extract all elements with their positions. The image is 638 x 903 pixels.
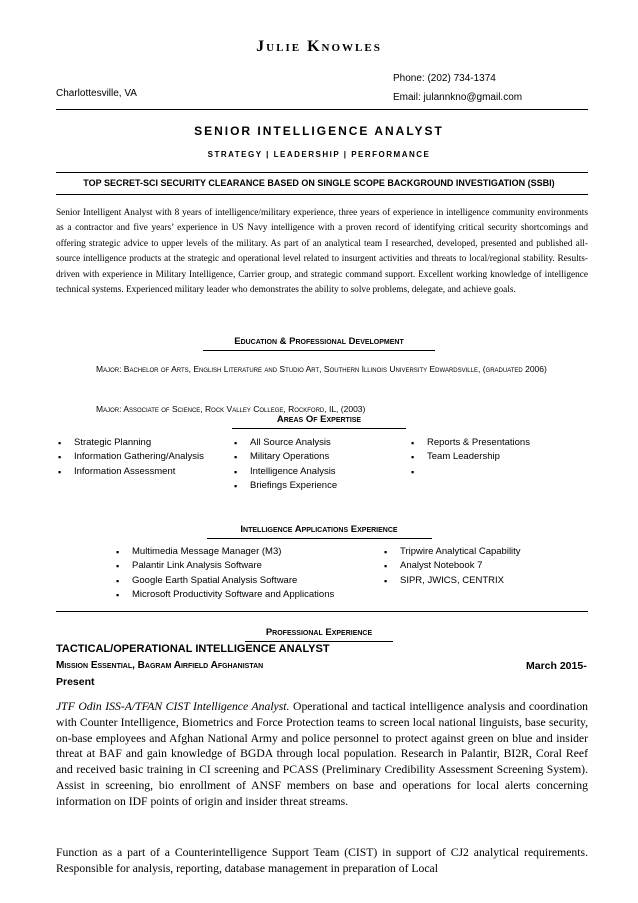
education-heading: Education & Professional Development [234,336,404,347]
clearance-line: TOP SECRET-SCI SECURITY CLEARANCE BASED ON SINGLE SCOPE BACKGROUND INVESTIGATION (SSBI) [83,178,555,188]
list-item: ▪ Information Gathering/Analysis [56,450,204,464]
contact-block [393,69,522,107]
email: Email: julannkno@gmail.com [393,92,523,103]
list-item: ▪ Analyst Notebook 7 [382,559,521,573]
applications-heading: Intelligence Applications Experience [240,524,398,535]
expertise-heading: Areas Of Expertise [276,414,362,425]
expertise-heading-rule [232,428,406,429]
job-description-1 [56,699,588,810]
job-description-2: Function as a part of a Counterintelligence Support Team (CIST) in support of CJ2 analytical requirements. Responsible for analysis, reporting, database management in preparation of Local [56,846,588,875]
expertise-col-3 [409,436,530,465]
role-title: JTF Odin ISS-A/TFAN CIST Intelligence Analyst. [56,700,290,713]
list-item: ▪ Tripwire Analytical Capability [382,545,521,559]
date-end: Present [56,676,95,688]
summary-paragraph: Senior Intelligent Analyst with 8 years of intelligence/military experience, three years of experience in intelligence community environments as a contractor and five years’ experience in US Navy intelligence with a proven record of identifying critical security shortcomings and offering strategic advice to upper levels of the military. As part of an analytical team I researched, developed, presented and published all-source intelligence products at the strategic and operational level related to insurgent activities and threats to local/regional stability. Results-driven with experience in Military Intelligence, Carrier group, and strategic command support. Excellent working knowledge of intelligence technical systems. Experienced military leader who demonstrates the ability to solve problems, delegate, and achieve goals. [56,208,588,296]
phone: Phone: (202) 734-1374 [393,73,496,84]
list-item: ▪ Reports & Presentations [409,436,530,450]
education-heading-rule [203,350,435,351]
list-item: ▪ Team Leadership [409,450,530,464]
list-item: ▪ Palantir Link Analysis Software [114,559,334,573]
expertise-col-1 [56,436,204,479]
list-item: ▪ Strategic Planning [56,436,204,450]
section-divider [56,611,588,612]
candidate-name: Julie Knowles [256,38,382,55]
list-item: ▪ All Source Analysis [232,436,337,450]
location: Charlottesville, VA [56,88,137,99]
page-title: SENIOR INTELLIGENCE ANALYST [194,124,444,138]
title-divider [56,172,588,173]
list-item: ▪ Information Assessment [56,465,204,479]
list-item: ▪ Military Operations [232,450,337,464]
education-item-1: Major: Bachelor of Arts, English Literature and Studio Art, Southern Illinois University Edwardsville, (graduated 2006) [96,364,547,374]
applications-heading-rule [207,538,432,539]
list-item: ▪ Multimedia Message Manager (M3) [114,545,334,559]
experience-heading-rule [245,641,393,642]
job-title: TACTICAL/OPERATIONAL INTELLIGENCE ANALYST [56,643,330,655]
list-item: ▪ Briefings Experience [232,479,337,493]
date-start: March 2015- [526,660,587,672]
header-divider [56,109,588,110]
employer: Mission Essential, Bagram Airfield Afghanistan [56,660,264,671]
list-item: ▪ Microsoft Productivity Software and Applications [114,588,334,602]
applications-col-1 [114,545,334,602]
list-item: ▪ SIPR, JWICS, CENTRIX [382,574,521,588]
experience-heading: Professional Experience [265,627,373,638]
list-item: ▪ Intelligence Analysis [232,465,337,479]
role-description: Operational and tactical intelligence analysis and coordination with Counter Intelligence, Biometrics and Force Protection teams to screen local national linguists, base security, on-base employees and Afghan National Army and police personnel to protect against green on blue and insider threat at BAF and gain knowledge of BGDA through local population. Research in Palantir, BI2R, Coral Reef and received basic training in CI screening and PCASS (Preliminary Credibility Assessment Screening System). Assist in screening, bio enrollment of ANSF members on base and operations for local alerts concerning information on IDF points of origin and insider threat streams. [56,700,589,808]
page-subtitle: STRATEGY | LEADERSHIP | PERFORMANCE [207,150,431,159]
applications-col-2 [382,545,521,588]
clearance-divider [56,194,588,195]
expertise-col-2 [232,436,337,493]
education-item-2: Major: Associate of Science, Rock Valley College, Rockford, IL, (2003) [96,404,366,414]
list-item: ▪ Google Earth Spatial Analysis Software [114,574,334,588]
